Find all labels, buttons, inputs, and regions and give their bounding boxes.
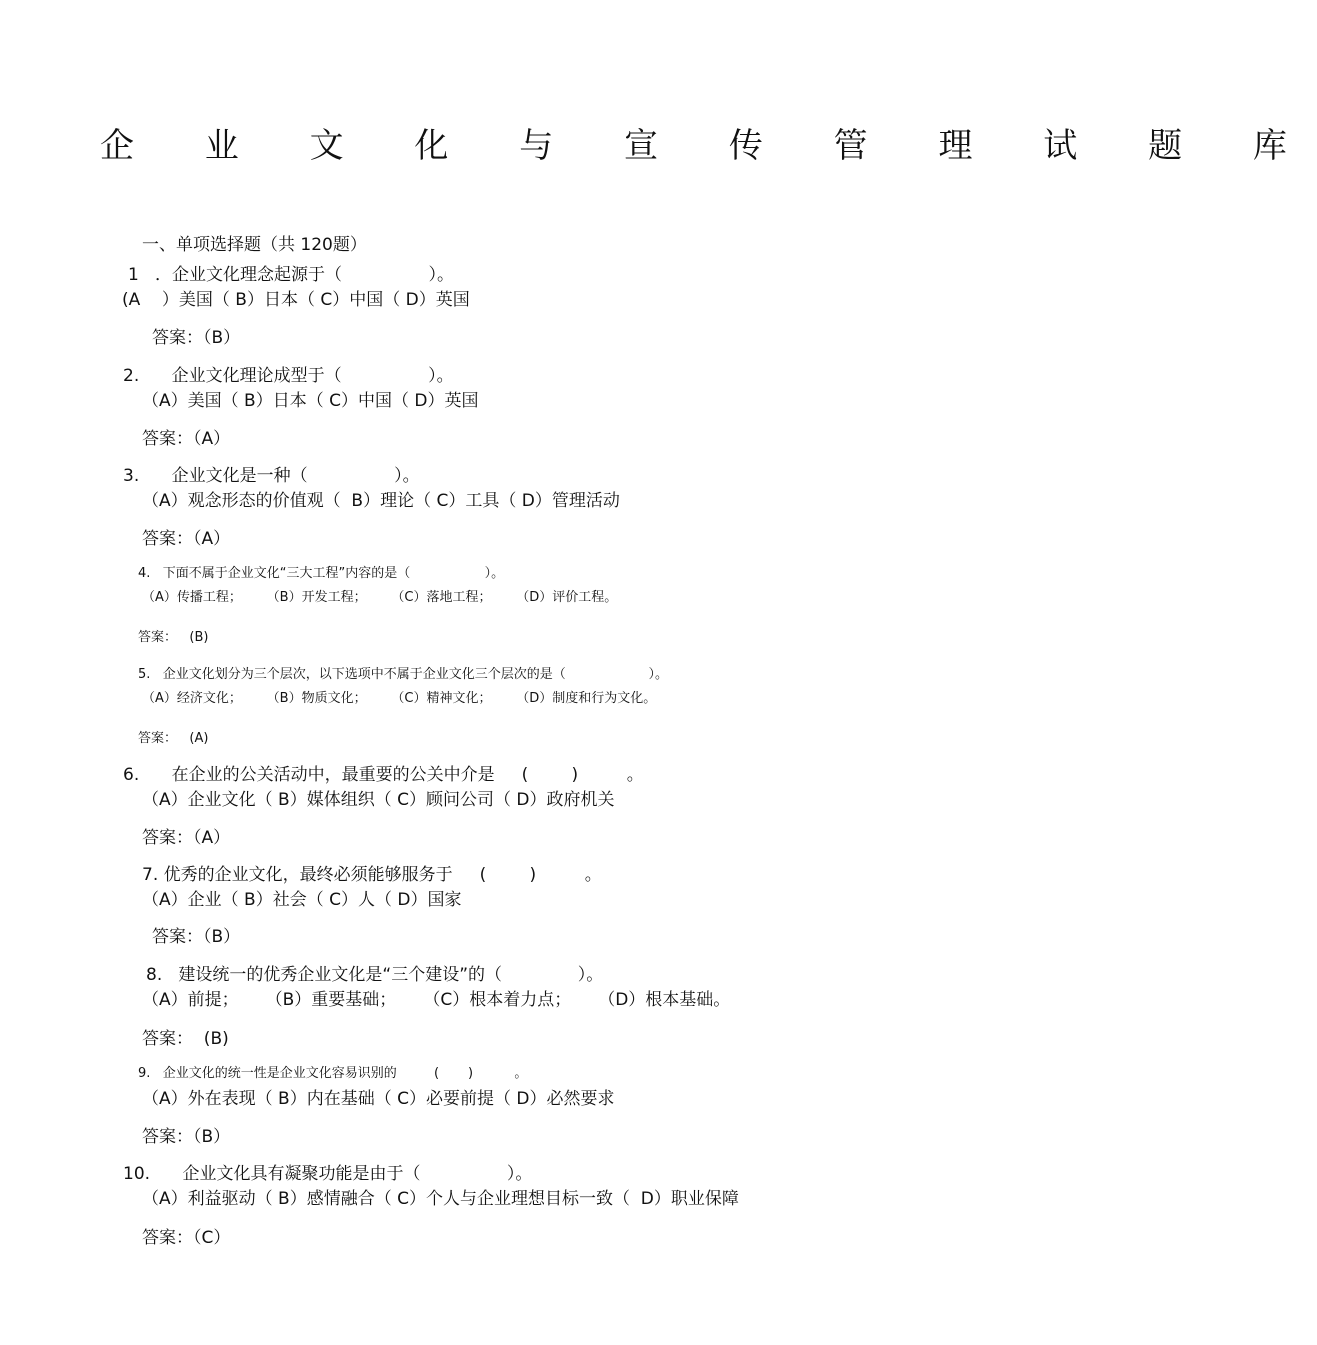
question-answer: 答案：（A） [142,529,231,549]
question-options: (A ）美国（ B）日本（ C）中国（ D）英国 [122,290,470,310]
question-stem: 7. 优秀的企业文化，最终必须能够服务于 ( ) 。 [142,865,602,885]
question-answer: 答案： (A) [138,731,209,746]
question-answer: 答案： (B) [138,630,209,645]
question-stem: 2. 企业文化理论成型于（ ）。 [123,366,454,386]
question-stem: 1 ．企业文化理念起源于（ ）。 [128,265,454,285]
question-answer: 答案：（B） [152,328,241,348]
question-stem: 4. 下面不属于企业文化“三大工程”内容的是（ ）。 [138,566,505,581]
document-title: 企 业 文 化 与 宣 传 管 理 试 题 库 [100,126,1317,166]
question-answer: 答案： (B) [142,1029,229,1049]
question-stem: 9. 企业文化的统一性是企业文化容易识别的 ( ) 。 [138,1066,528,1081]
question-options: （A）企业文化（ B）媒体组织（ C）顾问公司（ D）政府机关 [142,790,615,810]
question-stem: 6. 在企业的公关活动中，最重要的公关中介是 ( ) 。 [123,765,644,785]
question-stem: 5. 企业文化划分为三个层次，以下选项中不属于企业文化三个层次的是（ ）。 [138,667,668,682]
question-options: （A）外在表现（ B）内在基础（ C）必要前提（ D）必然要求 [142,1089,615,1109]
question-options: （A）前提； （B）重要基础； （C）根本着力点； （D）根本基础。 [142,990,731,1010]
question-options: （A）经济文化； （B）物质文化； （C）精神文化； （D）制度和行为文化。 [142,691,657,706]
question-answer: 答案：（B） [152,927,241,947]
question-options: （A）利益驱动（ B）感情融合（ C）个人与企业理想目标一致（ D）职业保障 [142,1189,739,1209]
question-options: （A）传播工程； （B）开发工程； （C）落地工程； （D）评价工程。 [142,590,618,605]
question-stem: 8. 建设统一的优秀企业文化是“三个建设”的（ ）。 [146,965,604,985]
question-answer: 答案：（A） [142,828,231,848]
question-options: （A）美国（ B）日本（ C）中国（ D）英国 [142,391,479,411]
question-options: （A）企业（ B）社会（ C）人（ D）国家 [142,890,462,910]
question-answer: 答案：（C） [142,1228,231,1248]
question-options: （A）观念形态的价值观（ B）理论（ C）工具（ D）管理活动 [142,491,620,511]
section-heading: 一、单项选择题（共 120题） [142,235,367,255]
question-stem: 10. 企业文化具有凝聚功能是由于（ ）。 [123,1164,533,1184]
question-answer: 答案：（B） [142,1127,231,1147]
question-answer: 答案：（A） [142,429,231,449]
question-stem: 3. 企业文化是一种（ ）。 [123,466,420,486]
